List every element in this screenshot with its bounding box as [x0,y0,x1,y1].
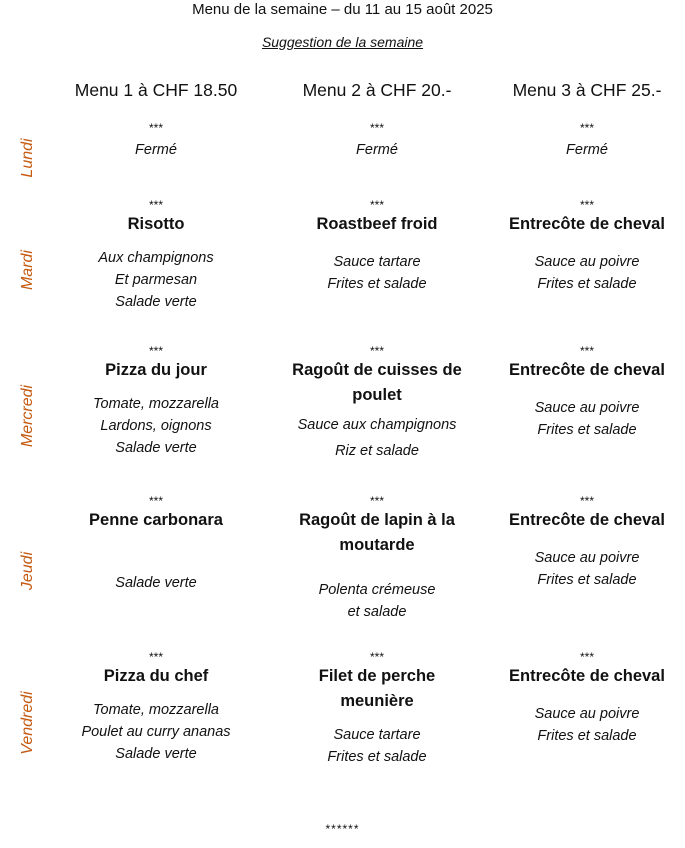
menu-cell-mardi-2 [272,198,482,295]
separator-stars: *** [148,494,163,508]
separator-stars: *** [369,344,384,358]
menu-cell-mercredi-2 [272,344,482,462]
menu-cell-mercredi-3 [482,344,685,441]
day-label-vendredi: Vendredi [19,691,36,755]
dish-name: moutarde [339,536,415,554]
dish-detail: Sauce tartare [333,727,421,743]
menu-cell-vendredi-3 [482,650,685,747]
dish-name: Entrecôte de cheval [509,361,665,379]
dish-name: Filet de perche [318,667,436,685]
day-label-jeudi: Jeudi [19,551,36,591]
dish-detail: Sauce tartare [333,254,421,270]
dish-detail: Frites et salade [537,728,637,744]
column-header-menu-2: Menu 2 à CHF 20.- [302,80,452,100]
dish-detail: Frites et salade [537,276,637,292]
dish-name: Roastbeef froid [316,215,438,233]
menu-cell-lundi-3 [482,121,685,161]
dish-name: Pizza du chef [103,667,209,685]
dish-detail: Poulet au curry ananas [81,724,231,740]
dish-detail: Sauce au poivre [534,400,640,416]
separator-stars: *** [579,344,594,358]
dish-detail: et salade [347,604,407,620]
dish-detail: Frites et salade [537,422,637,438]
separator-stars: *** [579,121,594,135]
dish-name: Pizza du jour [105,361,207,379]
dish-detail: Polenta crémeuse [318,582,436,598]
dish-detail: Fermé [135,142,177,158]
dish-detail: Frites et salade [327,276,427,292]
dish-detail: Fermé [356,142,398,158]
dish-detail: Sauce au poivre [534,550,640,566]
separator-stars: *** [148,650,163,664]
dish-detail: Frites et salade [327,749,427,765]
dish-name: Ragoût de lapin à la [299,511,455,529]
day-label-mercredi: Mercredi [19,384,36,448]
dish-name: Entrecôte de cheval [509,667,665,685]
menu-cell-mardi-1 [51,198,261,313]
separator-stars: *** [148,344,163,358]
separator-stars: *** [369,494,384,508]
dish-detail: Et parmesan [114,272,198,288]
dish-detail: Salade verte [115,575,197,591]
dish-detail: Fermé [566,142,608,158]
separator-stars: *** [579,650,594,664]
closing-stars: ****** [325,822,360,836]
page-title: Menu de la semaine – du 11 au 15 août 2025 [192,1,493,18]
dish-detail: Tomate, mozzarella [93,396,219,412]
separator-stars: *** [148,121,163,135]
column-header-menu-3: Menu 3 à CHF 25.- [512,80,662,100]
menu-cell-vendredi-2 [272,650,482,768]
separator-stars: *** [369,198,384,212]
separator-stars: *** [579,494,594,508]
menu-cell-mercredi-1 [51,344,261,459]
dish-name: Entrecôte de cheval [509,511,665,529]
dish-name: Penne carbonara [89,511,223,529]
dish-name: Risotto [127,215,185,233]
separator-stars: *** [148,198,163,212]
dish-detail: Frites et salade [537,572,637,588]
separator-stars: *** [579,198,594,212]
menu-cell-jeudi-3 [482,494,685,591]
dish-detail: Sauce au poivre [534,254,640,270]
day-label-lundi: Lundi [19,138,36,178]
menu-cell-jeudi-2 [272,494,482,623]
menu-cell-jeudi-1 [51,494,261,594]
dish-detail: Riz et salade [335,443,419,459]
separator-stars: *** [369,650,384,664]
dish-name: Ragoût de cuisses de [292,361,462,379]
dish-detail: Sauce aux champignons [297,417,457,433]
day-label-mardi: Mardi [19,250,36,291]
menu-cell-vendredi-1 [51,650,261,765]
dish-name: poulet [352,386,402,404]
dish-detail: Aux champignons [98,250,214,266]
menu-cell-lundi-1 [51,121,261,161]
dish-detail: Salade verte [115,440,197,456]
dish-detail: Lardons, oignons [100,418,212,434]
menu-cell-lundi-2 [272,121,482,161]
separator-stars: *** [369,121,384,135]
dish-detail: Salade verte [115,294,197,310]
suggestion-heading: Suggestion de la semaine [261,34,424,50]
dish-detail: Salade verte [115,746,197,762]
column-header-menu-1: Menu 1 à CHF 18.50 [74,80,238,100]
dish-detail: Tomate, mozzarella [93,702,219,718]
dish-detail: Sauce au poivre [534,706,640,722]
dish-name: Entrecôte de cheval [509,215,665,233]
menu-cell-mardi-3 [482,198,685,295]
dish-name: meunière [340,692,414,710]
